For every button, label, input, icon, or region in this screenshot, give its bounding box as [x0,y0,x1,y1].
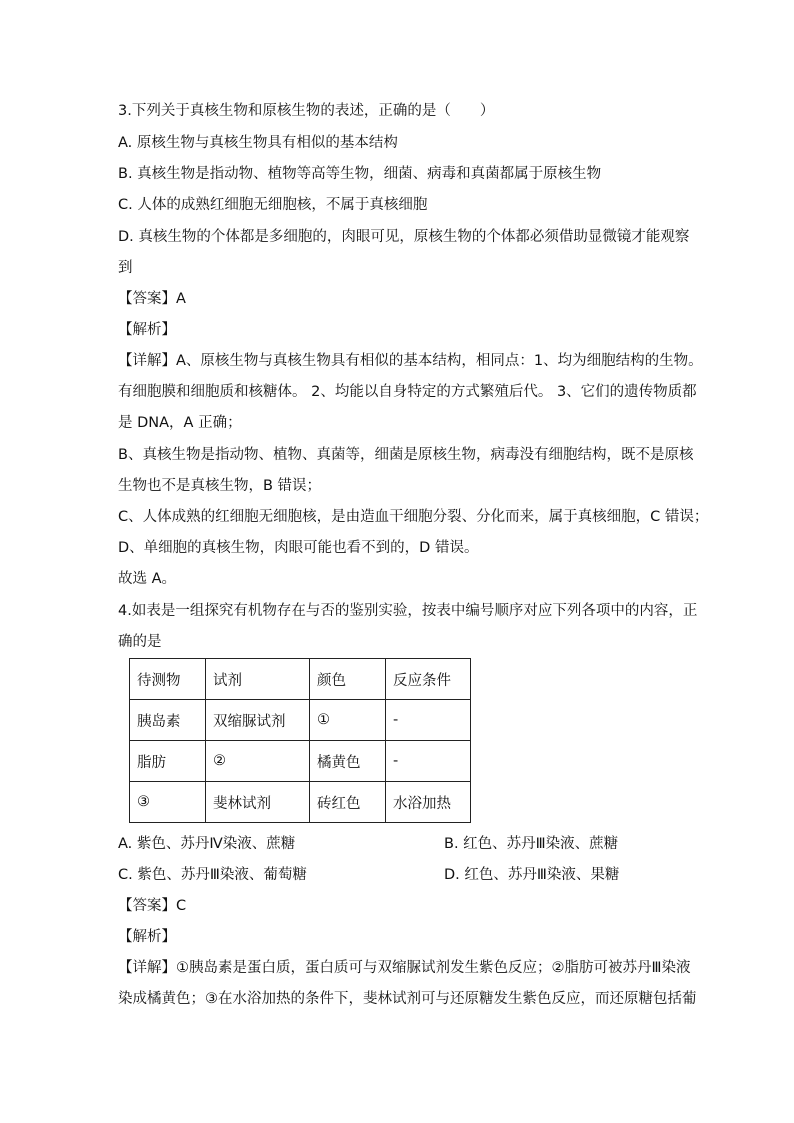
q3-detail-line: C、人体成熟的红细胞无细胞核，是由造血干细胞分裂、分化而来，属于真核细胞，C 错误； [118,509,709,525]
table-cell: 水浴加热 [386,782,471,823]
q3-detail-line: 生物也不是真核生物，B 错误； [118,478,322,494]
table-cell: - [386,741,471,782]
table-header-cell: 试剂 [206,659,310,700]
q4-analysis-label: 【解析】 [118,929,176,945]
q4-detail-line: 【详解】①胰岛素是蛋白质，蛋白质可与双缩脲试剂发生紫色反应；②脂肪可被苏丹Ⅲ染液 [118,960,691,976]
table-cell: 橘黄色 [310,741,386,782]
table-cell: - [386,700,471,741]
q3-detail-line: B、真核生物是指动物、植物、真菌等，细菌是原核生物，病毒没有细胞结构，既不是原核 [118,447,694,463]
q4-stem-line1: 4.如表是一组探究有机物存在与否的鉴别实验，按表中编号顺序对应下列各项中的内容，正 [118,603,698,619]
table-cell: 砖红色 [310,782,386,823]
q3-analysis-label: 【解析】 [118,322,176,338]
table-cell: 双缩脲试剂 [206,700,310,741]
q4-option-b: B. 红色、苏丹Ⅲ染液、蔗糖 [444,836,619,852]
q4-stem-line2: 确的是 [118,634,162,650]
q4-option-a: A. 紫色、苏丹Ⅳ染液、蔗糖 [118,836,296,852]
table-cell: ① [310,700,386,741]
q3-option-d-line2: 到 [118,260,133,276]
table-header-row [130,659,471,700]
q3-detail-line: D、单细胞的真核生物，肉眼可能也看不到的，D 错误。 [118,540,479,556]
table-row [130,782,471,823]
q3-option-a: A. 原核生物与真核生物具有相似的基本结构 [118,135,398,151]
q3-option-c: C. 人体的成熟红细胞无细胞核，不属于真核细胞 [118,197,428,213]
q3-detail-line: 【详解】A、原核生物与真核生物具有相似的基本结构，相同点：1、均为细胞结构的生物。 [118,353,703,369]
q4-detail-line: 染成橘黄色；③在水浴加热的条件下，斐林试剂可与还原糖发生紫色反应，而还原糖包括葡 [118,991,697,1007]
q3-option-b: B. 真核生物是指动物、植物等高等生物，细菌、病毒和真菌都属于原核生物 [118,166,602,182]
table-cell: ② [206,741,310,782]
table-header-cell: 反应条件 [386,659,471,700]
table-header-cell: 颜色 [310,659,386,700]
q3-answer: 【答案】A [118,291,186,307]
q4-option-d: D. 红色、苏丹Ⅲ染液、果糖 [444,867,620,883]
table-cell: 胰岛素 [130,700,206,741]
table-row [130,741,471,782]
q4-option-c: C. 紫色、苏丹Ⅲ染液、葡萄糖 [118,867,307,883]
q4-answer: 【答案】C [118,898,187,914]
q3-detail-line: 是 DNA，A 正确； [118,415,242,431]
q3-stem: 3.下列关于真核生物和原核生物的表述，正确的是（ ） [118,103,495,119]
table-cell: 斐林试剂 [206,782,310,823]
table-cell: ③ [130,782,206,823]
table-row [130,700,471,741]
q3-detail-line: 有细胞膜和细胞质和核糖体。 2、均能以自身特定的方式繁殖后代。 3、它们的遗传物质都 [118,384,697,400]
q3-detail-line: 故选 A。 [118,571,177,587]
table-cell: 脂肪 [130,741,206,782]
q4-experiment-table [129,658,471,823]
table-header-cell: 待测物 [130,659,206,700]
q3-option-d-line1: D. 真核生物的个体都是多细胞的，肉眼可见，原核生物的个体都必须借助显微镜才能观察 [118,229,690,245]
